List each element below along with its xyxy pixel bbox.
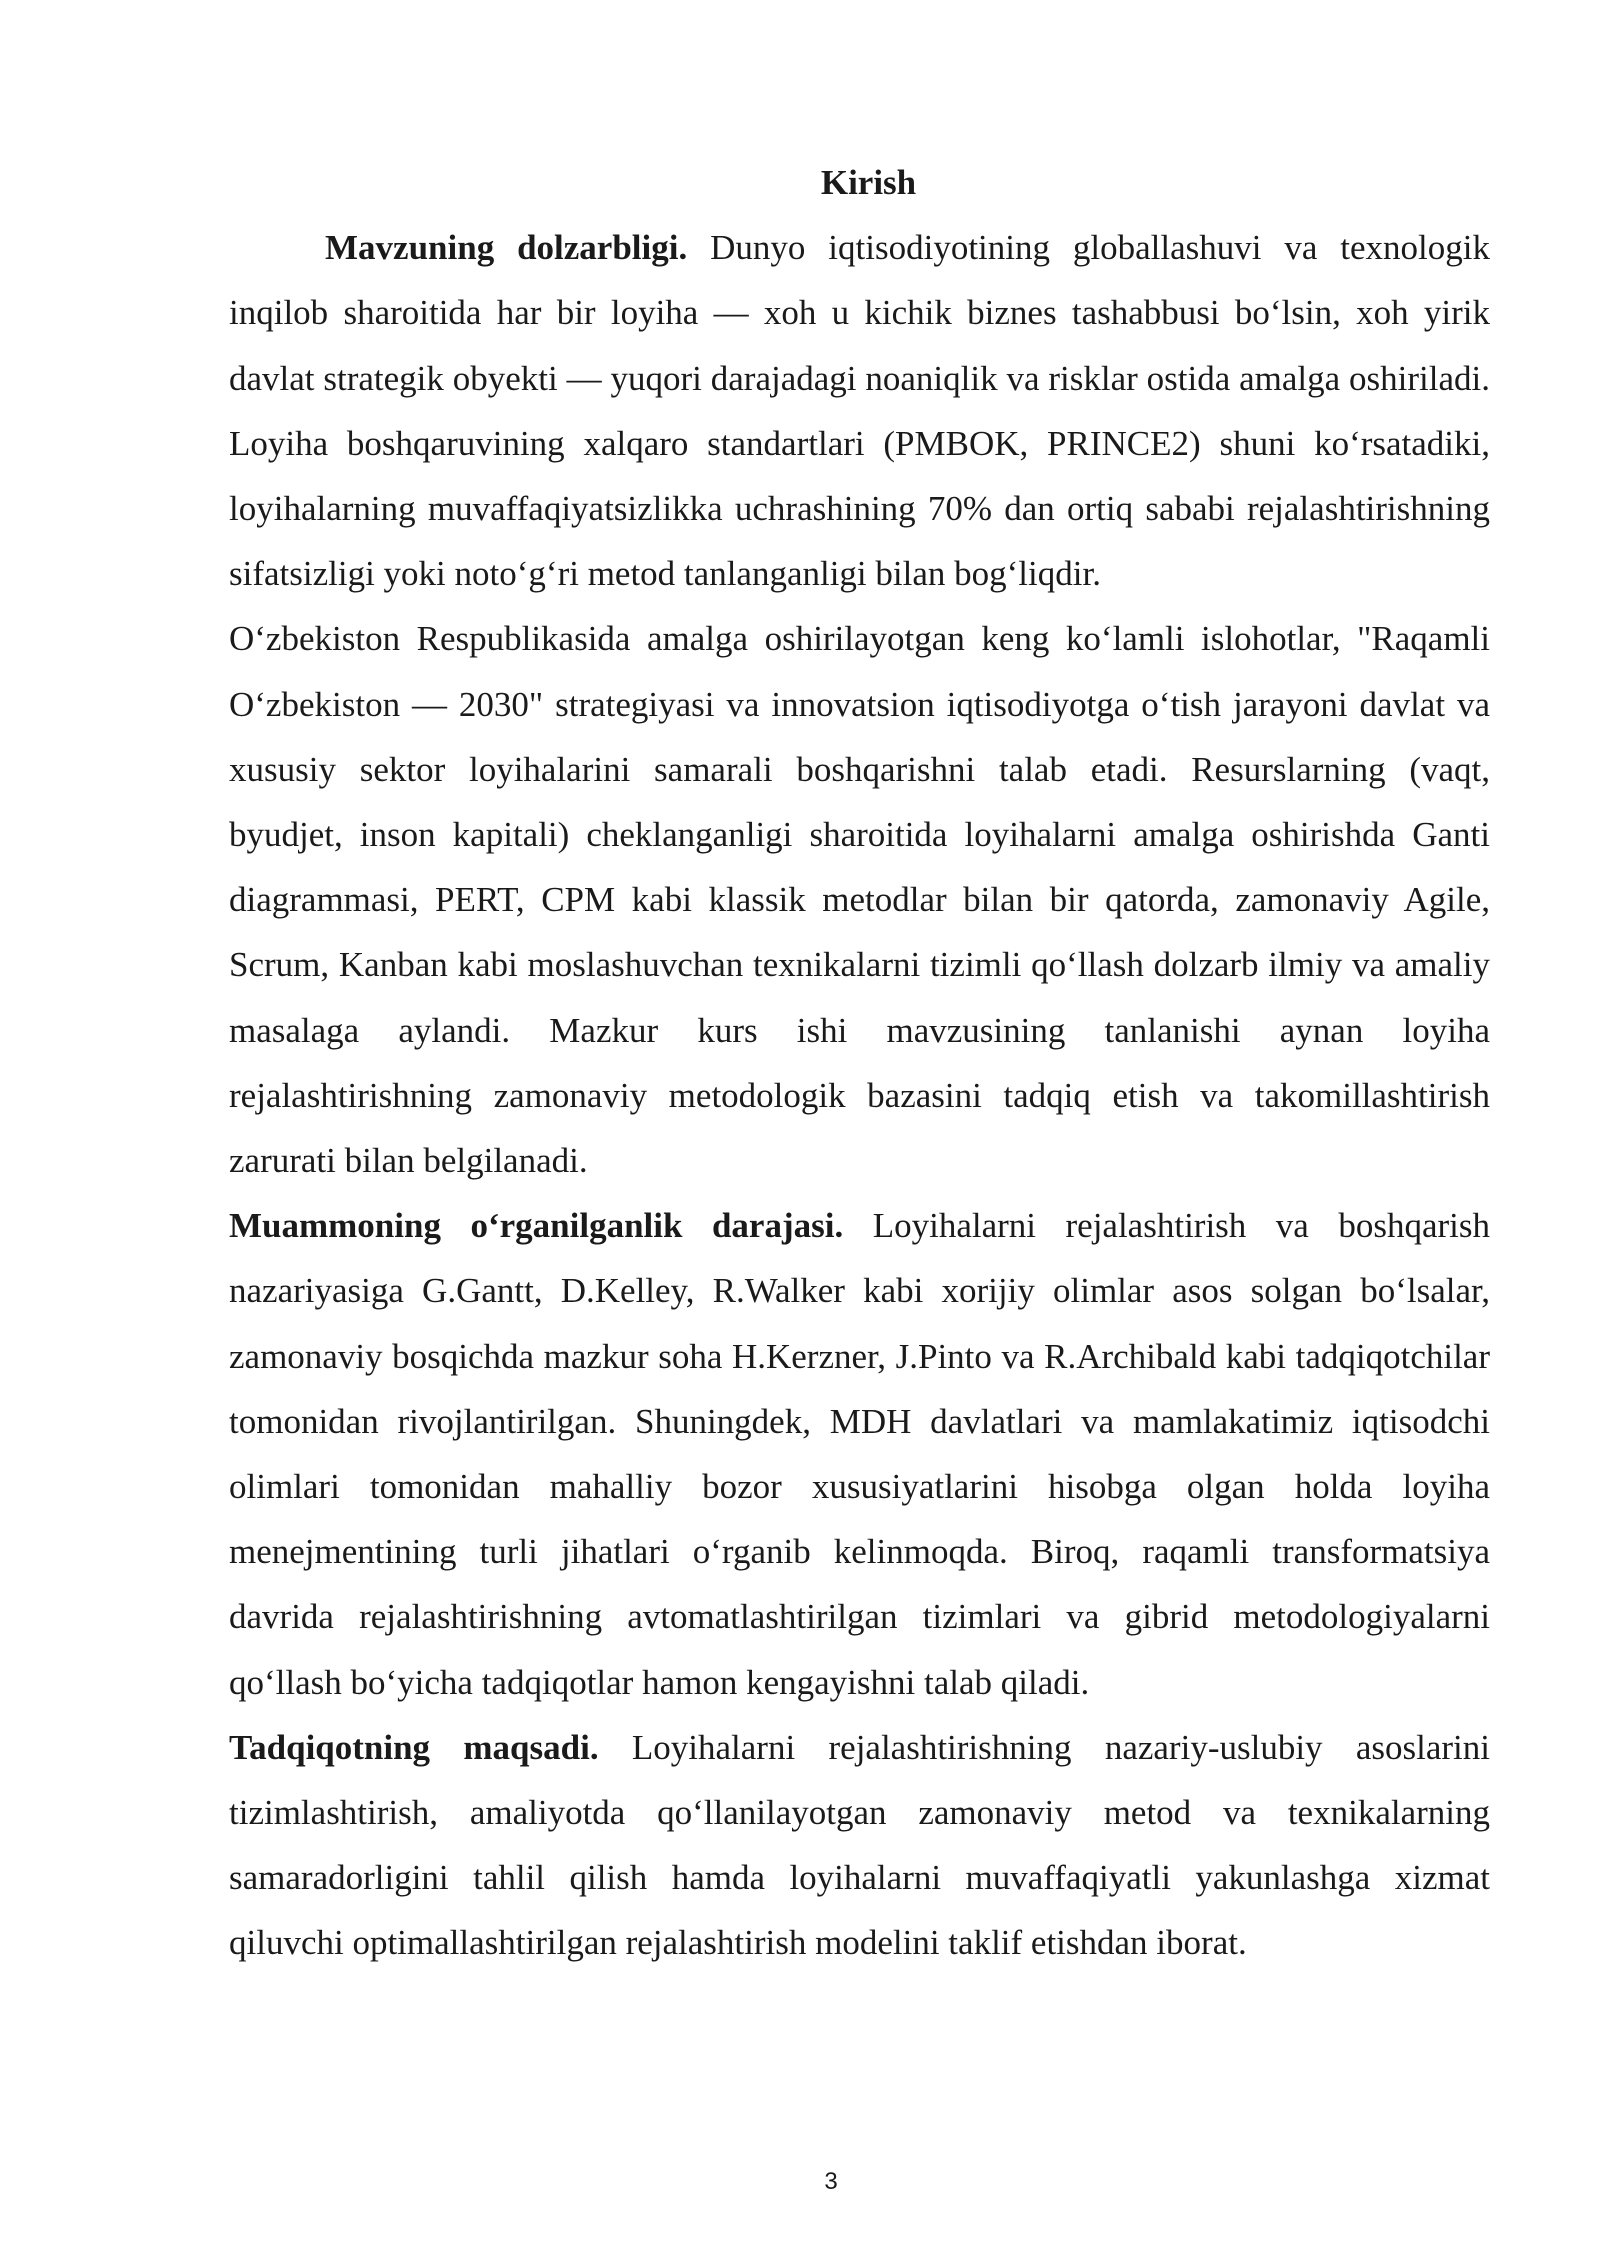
- paragraph-relevance: [229, 215, 1490, 606]
- page-content: [229, 150, 1490, 1976]
- paragraph-text: Loyihalarni rejalashtirishning nazariy-uslubiy asoslarini tizimlashtirish, amaliyotda qoʻllanilayotgan zamonaviy metod va texnikalarning samaradorligini tahlil qilish hamda loyihalarni muvaffaqiyatli yakunlashga xizmat qiluvchi optimallashtirilgan rejalashtirish modelini taklif etishdan iborat.: [229, 1727, 1491, 1963]
- paragraph-research-goal: [229, 1715, 1490, 1976]
- paragraph-text: Dunyo iqtisodiyotining globallashuvi va texnologik inqilob sharoitida har bir loyiha — xoh u kichik biznes tashabbusi boʻlsin, xoh yirik davlat strategik obyekti — yuqori darajadagi noaniqlik va risklar ostida amalga oshiriladi. Loyiha boshqaruvining xalqaro standartlari (PMBOK, PRINCE2) shuni koʻrsatadiki, loyihalarning muvaffaqiyatsizlikka uchrashining 70% dan ortiq sababi rejalashtirishning sifatsizligi yoki notoʻgʻri metod tanlanganligi bilan bogʻliqdir.: [229, 228, 1490, 594]
- paragraph-uzbekistan: [229, 606, 1490, 1193]
- paragraph-lead: Tadqiqotning maqsadi.: [229, 1727, 599, 1767]
- section-heading: Kirish: [820, 163, 917, 202]
- paragraph-text: Loyihalarni rejalashtirish va boshqarish nazariyasiga G.Gantt, D.Kelley, R.Walker kabi xorijiy olimlar asos solgan boʻlsalar, zamonaviy bosqichda mazkur soha H.Kerzner, J.Pinto va R.Archibald kabi tadqiqotchilar tomonidan rivojlantirilgan. Shuningdek, MDH davlatlari va mamlakatimiz iqtisodchi olimlari tomonidan mahalliy bozor xususiyatlarini hisobga olgan holda loyiha menejmentining turli jihatlari oʻrganib kelinmoqda. Biroq, raqamli transformatsiya davrida rejalashtirishning avtomatlashtirilgan tizimlari va gibrid metodologiyalarni qoʻllash boʻyicha tadqiqotlar hamon kengayishni talab qiladi.: [229, 1206, 1490, 1702]
- page-number: 3: [824, 2168, 838, 2195]
- paragraph-study-degree: [229, 1193, 1490, 1715]
- paragraph-text: Oʻzbekiston Respublikasida amalga oshirilayotgan keng koʻlamli islohotlar, "Raqamli Oʻzbekiston — 2030" strategiyasi va innovatsion iqtisodiyotga oʻtish jarayoni davlat va xususiy sektor loyihalarini samarali boshqarishni talab etadi. Resurslarning (vaqt, byudjet, inson kapitali) cheklanganligi sharoitida loyihalarni amalga oshirishda Ganti diagrammasi, PERT, CPM kabi klassik metodlar bilan bir qatorda, zamonaviy Agile, Scrum, Kanban kabi moslashuvchan texnikalarni tizimli qoʻllash dolzarb ilmiy va amaliy masalaga aylandi. Mazkur kurs ishi mavzusining tanlanishi aynan loyiha rejalashtirishning zamonaviy metodologik bazasini tadqiq etish va takomillashtirish zarurati bilan belgilanadi.: [229, 619, 1490, 1181]
- paragraph-lead: Muammoning oʻrganilganlik darajasi.: [229, 1206, 844, 1246]
- paragraph-lead: Mavzuning dolzarbligi.: [325, 228, 688, 268]
